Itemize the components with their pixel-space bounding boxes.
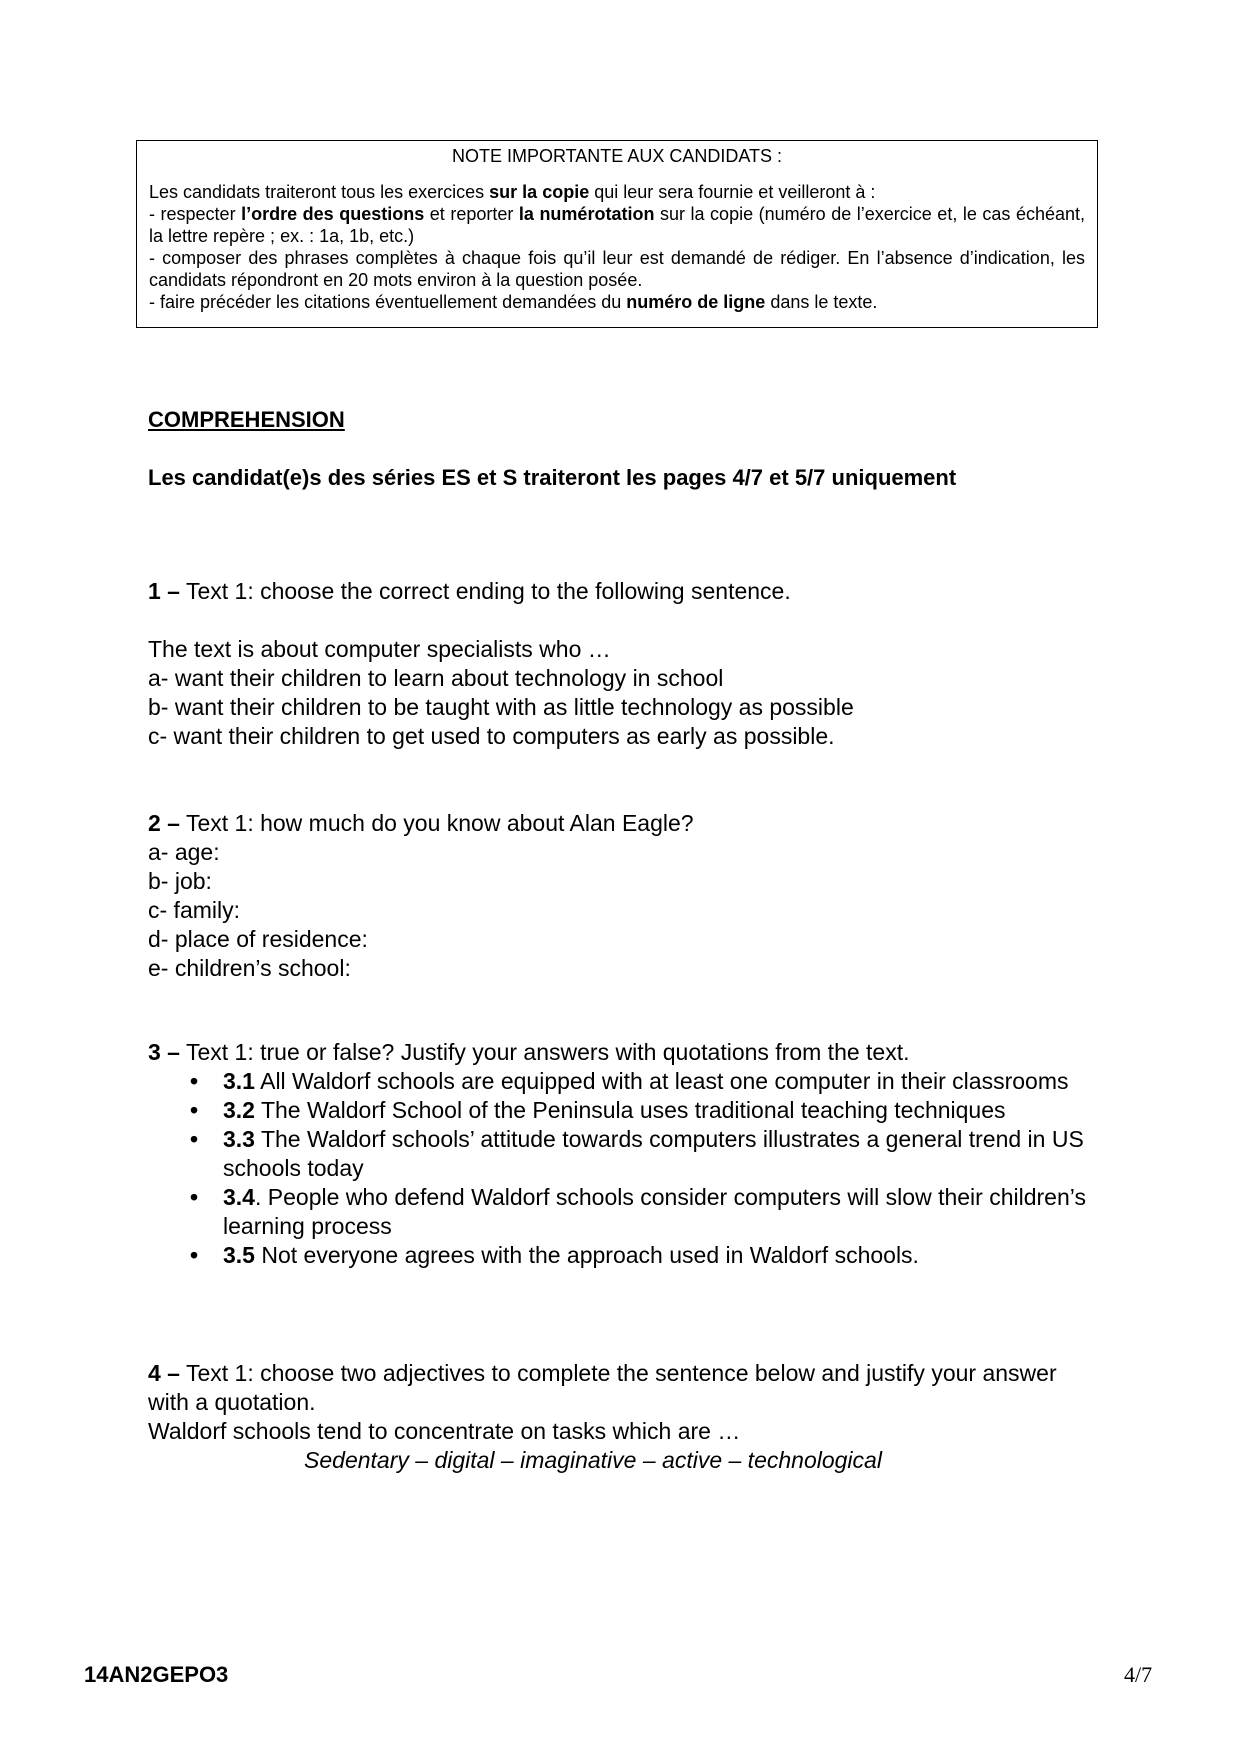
item-text: Not everyone agrees with the approach used in Waldorf schools. bbox=[254, 1242, 919, 1268]
note-line-4 bbox=[149, 291, 1085, 313]
question-4-prompt bbox=[148, 1359, 1068, 1417]
note-text: sur la copie (numéro de l’exercice et, le cas échéant, la lettre repère ; ex. : 1a, 1b, etc.) bbox=[149, 204, 1086, 246]
question-1-stem: The text is about computer specialists who … bbox=[148, 636, 611, 662]
item-text: All Waldorf schools are equipped with at least one computer in their classrooms bbox=[254, 1068, 1069, 1094]
bullet-icon: • bbox=[190, 1242, 199, 1268]
note-title: NOTE IMPORTANTE AUX CANDIDATS : bbox=[451, 146, 783, 166]
bullet-icon: • bbox=[190, 1097, 199, 1123]
question-4 bbox=[148, 1359, 1098, 1475]
item-number: 3.2 bbox=[223, 1097, 255, 1123]
page-number: 4/7 bbox=[1124, 1662, 1153, 1687]
note-line-3: - composer des phrases complètes à chaque fois qu’il leur est demandé de rédiger. En l’absence d’indication, les candidats répondront en 20 mots environ à la question posée. bbox=[149, 248, 1085, 290]
question-text: Text 1: choose the correct ending to the following sentence. bbox=[179, 578, 791, 604]
item-text: The Waldorf schools’ attitude towards computers illustrates a general trend in US schools today bbox=[223, 1126, 1084, 1181]
list-item: e- children’s school: bbox=[148, 955, 351, 981]
note-text: et reporter bbox=[424, 204, 519, 224]
option-a: a- want their children to learn about technology in school bbox=[148, 665, 724, 691]
option-c: c- want their children to get used to computers as early as possible. bbox=[148, 723, 835, 749]
exam-code: 14AN2GEPO3 bbox=[84, 1662, 229, 1687]
note-bold-text: numéro de ligne bbox=[626, 292, 766, 312]
list-item bbox=[148, 1096, 1123, 1125]
question-1-prompt bbox=[148, 577, 1098, 606]
section-subheading-wrapper bbox=[148, 463, 956, 492]
question-text: Text 1: true or false? Justify your answers with quotations from the text. bbox=[179, 1039, 910, 1065]
item-number: 3.4 bbox=[223, 1184, 255, 1210]
question-number: 2 – bbox=[148, 810, 180, 836]
list-item bbox=[148, 1241, 1123, 1270]
note-bold-text: sur la copie bbox=[489, 182, 590, 202]
bullet-icon: • bbox=[190, 1126, 199, 1152]
adjective-choices: Sedentary – digital – imaginative – active – technological bbox=[304, 1447, 882, 1473]
note-line-1 bbox=[149, 181, 1085, 203]
item-text: The Waldorf School of the Peninsula uses traditional teaching techniques bbox=[254, 1097, 1006, 1123]
option-b: b- want their children to be taught with as little technology as possible bbox=[148, 694, 854, 720]
note-text: - respecter bbox=[149, 204, 242, 224]
question-2 bbox=[148, 809, 1098, 983]
note-text: Les candidats traiteront tous les exercices bbox=[149, 182, 490, 202]
question-3-prompt bbox=[148, 1038, 1098, 1067]
bullet-icon: • bbox=[190, 1068, 199, 1094]
bullet-icon: • bbox=[190, 1184, 199, 1210]
item-number: 3.1 bbox=[223, 1068, 255, 1094]
list-item bbox=[148, 1067, 1123, 1096]
note-bold-text: l’ordre des questions bbox=[241, 204, 425, 224]
note-bold-text: la numérotation bbox=[518, 204, 655, 224]
question-number: 4 – bbox=[148, 1360, 180, 1386]
note-text: qui leur sera fournie et veilleront à : bbox=[589, 182, 876, 202]
note-text: - faire précéder les citations éventuellement demandées du bbox=[149, 292, 627, 312]
question-2-prompt bbox=[148, 809, 1098, 838]
question-1 bbox=[148, 577, 1098, 751]
question-number: 1 – bbox=[148, 578, 180, 604]
question-number: 3 – bbox=[148, 1039, 180, 1065]
true-false-list bbox=[148, 1067, 1098, 1270]
question-4-stem: Waldorf schools tend to concentrate on tasks which are … bbox=[148, 1418, 741, 1444]
item-number: 3.5 bbox=[223, 1242, 255, 1268]
list-item: c- family: bbox=[148, 897, 240, 923]
question-3 bbox=[148, 1038, 1098, 1270]
note-line-2 bbox=[149, 203, 1085, 247]
question-text: Text 1: choose two adjectives to complete the sentence below and justify your answer with a quotation. bbox=[148, 1360, 1057, 1415]
section-heading-wrapper bbox=[148, 405, 345, 434]
list-item bbox=[148, 1183, 1123, 1241]
list-item: b- job: bbox=[148, 868, 212, 894]
candidate-note-box bbox=[136, 140, 1098, 328]
list-item bbox=[148, 1125, 1123, 1183]
list-item: a- age: bbox=[148, 839, 220, 865]
section-heading: COMPREHENSION bbox=[148, 407, 345, 432]
note-text: dans le texte. bbox=[765, 292, 878, 312]
item-text: . People who defend Waldorf schools consider computers will slow their children’s learning process bbox=[223, 1184, 1086, 1239]
question-text: Text 1: how much do you know about Alan Eagle? bbox=[179, 810, 694, 836]
item-number: 3.3 bbox=[223, 1126, 255, 1152]
section-subheading: Les candidat(e)s des séries ES et S traiteront les pages 4/7 et 5/7 uniquement bbox=[148, 465, 957, 490]
spacer bbox=[148, 606, 1098, 635]
list-item: d- place of residence: bbox=[148, 926, 368, 952]
